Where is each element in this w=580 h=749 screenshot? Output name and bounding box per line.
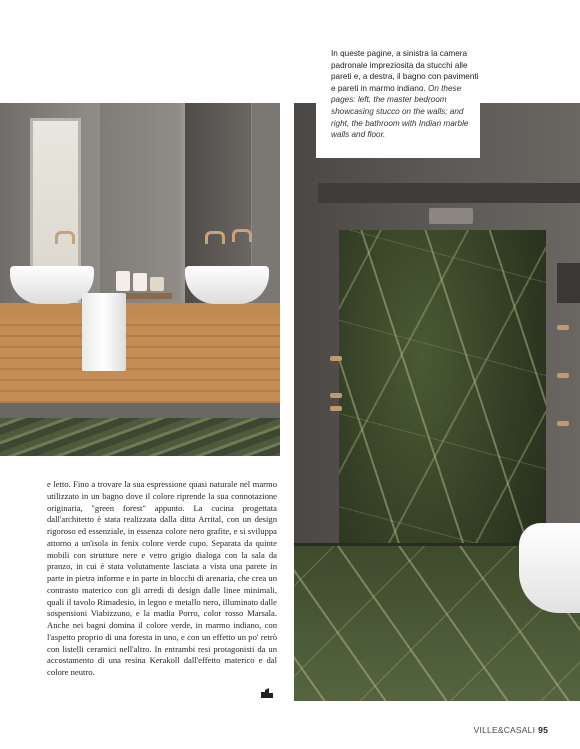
photo-caption bbox=[331, 48, 481, 141]
article-body: e letto. Fino a trovare la sua espressione quasi naturale nel marmo utilizzato in un bagno dove il colore riprende la sua connotazione originaria, "green forest" appunto. La cucina progettata dall'architetto è stata realizzata dalla ditta Arrital, con un design rigoroso ed essenziale, in essenza colore nero grafite, e si sviluppa attorno a un'isola in fenix colore verde cupo. Separata da quinte mobili con strutture nere e vetro grigio dialoga con la sala da pranzo, in cui è stata volutamente lasciata a vista una parete in parte in pietra informe e in parte in blocchi di arenaria, che crea un contrasto materico con gli arredi di design dalle linee minimali, quali il tavolo Rimadesio, in legno e metallo nero, illuminato dalle sospensioni Viabizzuno, e la madia Porro, color rosso Marsala. Anche nei bagni domina il colore verde, in marmo indiano, con l'aspetto proprio di una foresta in uno, e con un effetto un po' retrò con listelli ceramici nell'altro. In entrambi resi protagonisti da un accostamento di una resina Kerakoll dall'effetto materico e dal colore neutro. bbox=[47, 479, 277, 677]
caption-english: On these pages: left, the master bedroom showcasing stucco on the walls; and right, the bathroom with Indian marble walls and floor. bbox=[331, 83, 469, 140]
end-of-article-icon bbox=[261, 688, 273, 698]
wall-hung-toilet bbox=[519, 523, 580, 613]
washbasin-right bbox=[185, 266, 269, 304]
page-number: 95 bbox=[538, 725, 548, 735]
shower-photo bbox=[294, 103, 580, 701]
towel bbox=[82, 293, 126, 371]
page-footer bbox=[474, 725, 548, 735]
marble-floor bbox=[0, 418, 280, 456]
caption-italian: In queste pagine, a sinistra la camera padronale impreziosita da stucchi alle pareti e, a destra, il bagno con pavimenti e pareti in marmo indiano. bbox=[331, 49, 479, 93]
shower-head bbox=[429, 208, 473, 224]
magazine-name: VILLE&CASALI bbox=[473, 725, 536, 735]
vanity-photo bbox=[0, 103, 280, 456]
wooden-cabinet bbox=[0, 315, 280, 403]
